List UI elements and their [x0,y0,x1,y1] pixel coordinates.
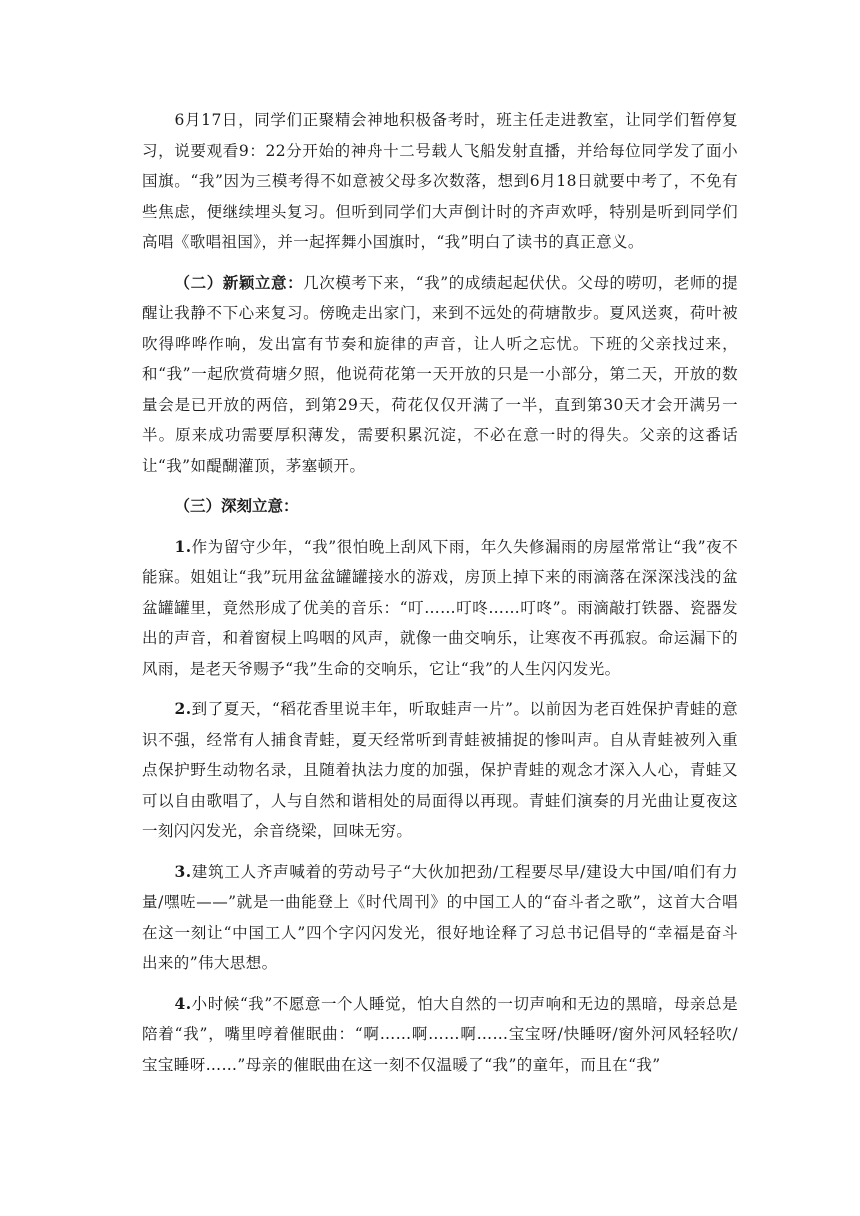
deep-idea-item-3 [142,857,738,979]
deep-idea-heading: （三）深刻立意： [174,496,299,515]
deep-idea-item-1 [142,532,738,685]
paragraph-intro [142,105,738,258]
item-number: 2. [174,699,192,718]
item-text: 到了夏天，“稻花香里说丰年，听取蛙声一片”。以前因为老百姓保护青蛙的意识不强，经常有人捕食青蛙，夏天经常听到青蛙被捕捉的惨叫声。自从青蛙被列入重点保护野生动物名录，且随着执法力度的加强，保护青蛙的观念才深入人心，青蛙又可以自由歌唱了，人与自然和谐相处的局面得以再现。青蛙们演奏的月光曲让夏夜这一刻闪闪发光，余音绕梁，回味无穷。 [142,700,738,840]
paragraph-novel-idea [142,268,738,482]
deep-idea-item-4 [142,989,738,1081]
item-number: 3. [174,861,192,881]
novel-idea-label: （二）新颖立意： [174,272,304,292]
item-text: 建筑工人齐声喊着的劳动号子“大伙加把劲/工程要尽早/建设大中国/咱们有力量/嘿咗——”就是一曲能登上《时代周刊》的中国工人的“奋斗者之歌”，这首大合唱在这一刻让“中国工人”四个字闪闪发光，很好地诠释了习总书记倡导的“幸福是奋斗出来的”伟大思想。 [142,862,738,972]
item-text: 小时候“我”不愿意一个人睡觉，怕大自然的一切声响和无边的黑暗，母亲总是陪着“我”，嘴里哼着催眠曲：“啊……啊……啊……宝宝呀/快睡呀/窗外河风轻轻吹/宝宝睡呀……”母亲的催眠曲在这一刻不仅温暖了“我”的童年，而且在“我” [142,994,738,1074]
paragraph-intro-text: 6月17日，同学们正聚精会神地积极备考时，班主任走进教室，让同学们暂停复习，说要观看9：22分开始的神舟十二号载人飞船发射直播，并给每位同学发了面小国旗。“我”因为三模考得不如意被父母多次数落，想到6月18日就要中考了，不免有些焦虑，便继续埋头复习。但听到同学们大声倒计时的齐声欢呼，特别是听到同学们高唱《歌唱祖国》，并一起挥舞小国旗时，“我”明白了读书的真正意义。 [142,111,738,251]
item-text: 作为留守少年，“我”很怕晚上刮风下雨，年久失修漏雨的房屋常常让“我”夜不能寐。姐姐让“我”玩用盆盆罐罐接水的游戏，房顶上掉下来的雨滴落在深深浅浅的盆盆罐罐里，竟然形成了优美的音乐：“叮……叮咚……叮咚”。雨滴敲打铁器、瓷器发出的声音，和着窗棂上呜咽的风声，就像一曲交响乐，让寒夜不再孤寂。命运漏下的风雨，是老天爷赐予“我”生命的交响乐，它让“我”的人生闪闪发光。 [142,537,738,678]
deep-idea-item-2 [142,694,738,847]
novel-idea-text: 几次模考下来，“我”的成绩起起伏伏。父母的唠叨，老师的提醒让我静不下心来复习。傍晚走出家门，来到不远处的荷塘散步。夏风送爽，荷叶被吹得哗哗作响，发出富有节奏和旋律的声音，让人听之忘忧。下班的父亲找过来，和“我”一起欣赏荷塘夕照，他说荷花第一天开放的只是一小部分，第二天，开放的数量会是已开放的两倍，到第29天，荷花仅仅开满了一半，直到第30天才会开满另一半。原来成功需要厚积薄发，需要积累沉淀，不必在意一时的得失。父亲的这番话让“我”如醍醐灌顶，茅塞顿开。 [142,273,738,475]
item-number: 1. [174,536,192,556]
document-body [142,105,738,1090]
item-number: 4. [174,993,192,1013]
